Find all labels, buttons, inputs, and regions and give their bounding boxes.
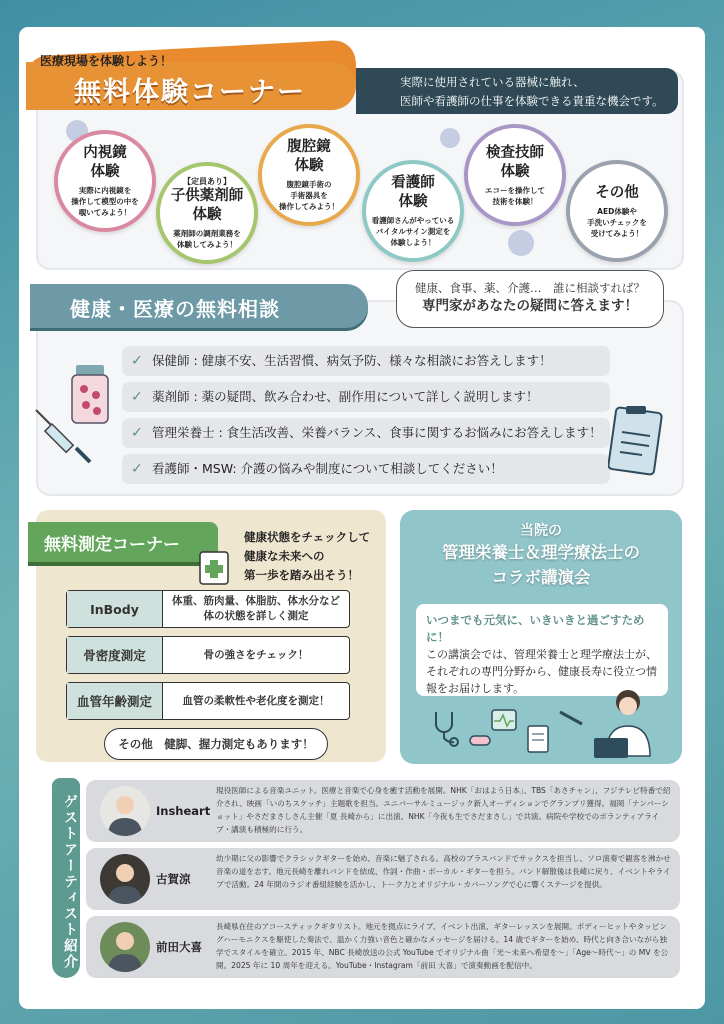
guest-row — [86, 848, 680, 910]
lecture-heading-line: コラボ講演会 — [491, 568, 591, 587]
consult-row-text: 看護師・MSW: 介護の悩みや制度について相談してください！ — [152, 461, 503, 476]
experience-item-1 — [54, 130, 156, 232]
medical-chart-icon — [196, 548, 236, 588]
experience-item-desc: 薬剤師の調剤業務を 体験してみよう！ — [173, 229, 241, 249]
measure-lead-line: 第一歩を踏み出そう！ — [244, 568, 359, 582]
measure-row — [66, 682, 350, 720]
lecture-lead: いつまでも元気に、いきいきと過ごすために！ — [426, 613, 645, 644]
experience-item-title: 検査技師 体験 — [486, 144, 544, 180]
experience-item-title: 腹腔鏡 体験 — [287, 139, 331, 174]
bubble-line: 健康、食事、薬、介護… 誰に相談すれば？ — [415, 281, 645, 295]
experience-subtitle: 医療現場を体験しよう！ — [40, 54, 173, 68]
experience-item-5 — [464, 124, 566, 226]
experience-item-desc: AED体験や 手洗いチェックを 受けてみよう！ — [587, 206, 647, 238]
check-icon: ✓ — [131, 389, 143, 405]
consult-row — [122, 346, 610, 376]
consult-speech-bubble — [396, 270, 664, 328]
document-icon — [528, 726, 548, 752]
experience-item-6 — [566, 160, 668, 262]
bubble-emphasis: 専門家があなたの疑問に答えます！ — [422, 298, 638, 314]
guest-name: 古賀涼 — [156, 872, 191, 886]
measure-row-value: 体重、筋肉量、体脂肪、体水分など 体の状態を詳しく測定 — [172, 595, 340, 622]
measure-row-value: 血管の柔軟性や老化度を測定！ — [182, 694, 330, 707]
guest-name: Insheart — [156, 804, 211, 818]
experience-item-title: 内視鏡 体験 — [83, 145, 127, 180]
consult-row-text: 管理栄養士 : 食生活改善、栄養バランス、食事に関するお悩みにお答えします！ — [152, 425, 602, 440]
consult-row-text: 保健師 : 健康不安、生活習慣、病気予防、様々な相談にお答えします！ — [152, 353, 552, 368]
measure-lead — [244, 528, 370, 585]
syringe-small-icon — [560, 712, 582, 724]
decor-dot — [440, 128, 460, 148]
heart-monitor-icon — [492, 710, 516, 730]
experience-item-desc: 看護師さんがやっている バイタルサイン測定を 体験しよう！ — [371, 216, 455, 247]
experience-description — [356, 68, 678, 114]
guest-name: 前田大喜 — [156, 940, 202, 954]
decor-dot — [508, 230, 534, 256]
experience-item-4 — [362, 160, 464, 262]
measure-row-key: 骨密度測定 — [67, 637, 163, 673]
lecture-body: この講演会では、管理栄養士と理学療法士が、それぞれの専門分野から、健康長寿に役立つ情報をお届けします。 — [426, 648, 657, 695]
guest-description: 長崎県在住のアコースティックギタリスト。地元を拠点にライブ、イベント出演、ギターレッスンを展開。ボディーヒットやタッピングハーモニクスを駆使した奏法で、温かく力強い音色と確かなメッセージを届ける。14 歳でギターを始め、時代と向き合いながら独学でスタイルを確立。2015 年、NBC 長崎放送の公式 YouTube でオリジナル曲「光〜未来へ希望を〜」「Age〜時代〜」の MV を公開。2025 年に 10 周年を迎える。YouTube・Instagram「前田 大喜」で演奏動画を配信中。 — [216, 922, 669, 970]
experience-title: 無料体験コーナー — [74, 77, 306, 108]
experience-item-desc: エコーを操作して 技術を体験！ — [485, 185, 545, 206]
measure-lead-line: 健康な未来への — [244, 549, 325, 563]
experience-item-desc: 実際に内視鏡を 操作して模型の中を 覗いてみよう！ — [71, 186, 139, 217]
measure-row — [66, 636, 350, 674]
experience-item-title: その他 — [595, 184, 639, 201]
consult-title: 健康・医療の無料相談 — [30, 284, 368, 328]
guest-photo — [100, 786, 150, 836]
experience-item-title: 看護師 体験 — [391, 175, 435, 210]
measure-title: 無料測定コーナー — [28, 522, 218, 562]
experience-item-desc: 腹腔鏡手術の 手術器具を 操作してみよう！ — [279, 180, 339, 211]
guest-row — [86, 916, 680, 978]
stethoscope-icon — [436, 712, 458, 746]
measure-other-note: その他 健脚、握力測定もあります！ — [104, 728, 328, 760]
lecture-heading-line: 管理栄養士＆理学療法士の — [442, 543, 640, 562]
experience-description-line: 医師や看護師の仕事を体験できる貴重な機会です。 — [400, 94, 664, 108]
consult-row-text: 薬剤師 : 薬の疑問、飲み合わせ、副作用について詳しく説明します！ — [152, 389, 539, 404]
experience-description-line: 実際に使用されている器械に触れ、 — [400, 75, 585, 89]
guest-description: 現役医師による音楽ユニット。医療と音楽で心身を癒す活動を展開。NHK「おはよう日本」、TBS「あさチャン」、フジテレビ特番で紹介され、映画「いのちスケッチ」主題歌を担当。ユニバーサルミュージック新人オーディションでグランプリ獲得。福岡「ナンバーショット」やさだまさしさん主催「夏 長崎から」に出演、NHK「今夜も生でさだまさし」で共演。病院や学校でのボランティアライブ・講演も積極的に行う。 — [216, 786, 671, 834]
capsule-icon — [470, 736, 490, 745]
consult-row — [122, 382, 610, 412]
experience-item-tag: 【定員あり】 — [183, 177, 231, 186]
measure-row-value: 骨の強さをチェック！ — [203, 648, 309, 661]
experience-item-title: 子供薬剤師 体験 — [170, 188, 244, 223]
guest-row — [86, 780, 680, 842]
guest-photo — [100, 854, 150, 904]
consult-row — [122, 418, 610, 448]
measure-row-key: InBody — [67, 591, 163, 627]
doctor-illustration — [592, 686, 662, 758]
check-icon: ✓ — [131, 353, 143, 369]
lecture-heading-small: 当院の — [520, 523, 562, 539]
measure-lead-line: 健康状態をチェックして — [244, 530, 371, 544]
syringe-icon — [34, 408, 94, 468]
measure-row — [66, 590, 350, 628]
health-icons — [430, 706, 590, 756]
consult-row — [122, 454, 610, 484]
guest-photo — [100, 922, 150, 972]
clipboard-icon — [608, 404, 664, 476]
guest-description: 幼少期に父の影響でクラシックギターを始め、音楽に魅了される。高校のブラスバンドでサックスを担当し、ソロ演奏で観客を沸かせ音楽の道を志す。地元長崎を離れバンドを結成、作詞・作曲・ボーカル・ギターを担う。バンド解散後は長崎に戻り、イベントやライブで活動。24 年間のラジオ番組経験を活かし、トーク力とオリジナル・カバーソングで心に響くステージを提供。 — [216, 854, 671, 889]
experience-item-2 — [156, 162, 258, 264]
lecture-heading — [400, 540, 682, 590]
guest-section-label: ゲストアーティスト紹介 — [52, 778, 80, 978]
check-icon: ✓ — [131, 425, 143, 441]
experience-item-3 — [258, 124, 360, 226]
check-icon: ✓ — [131, 461, 143, 477]
measure-row-key: 血管年齢測定 — [67, 683, 163, 719]
lecture-card — [416, 604, 668, 696]
